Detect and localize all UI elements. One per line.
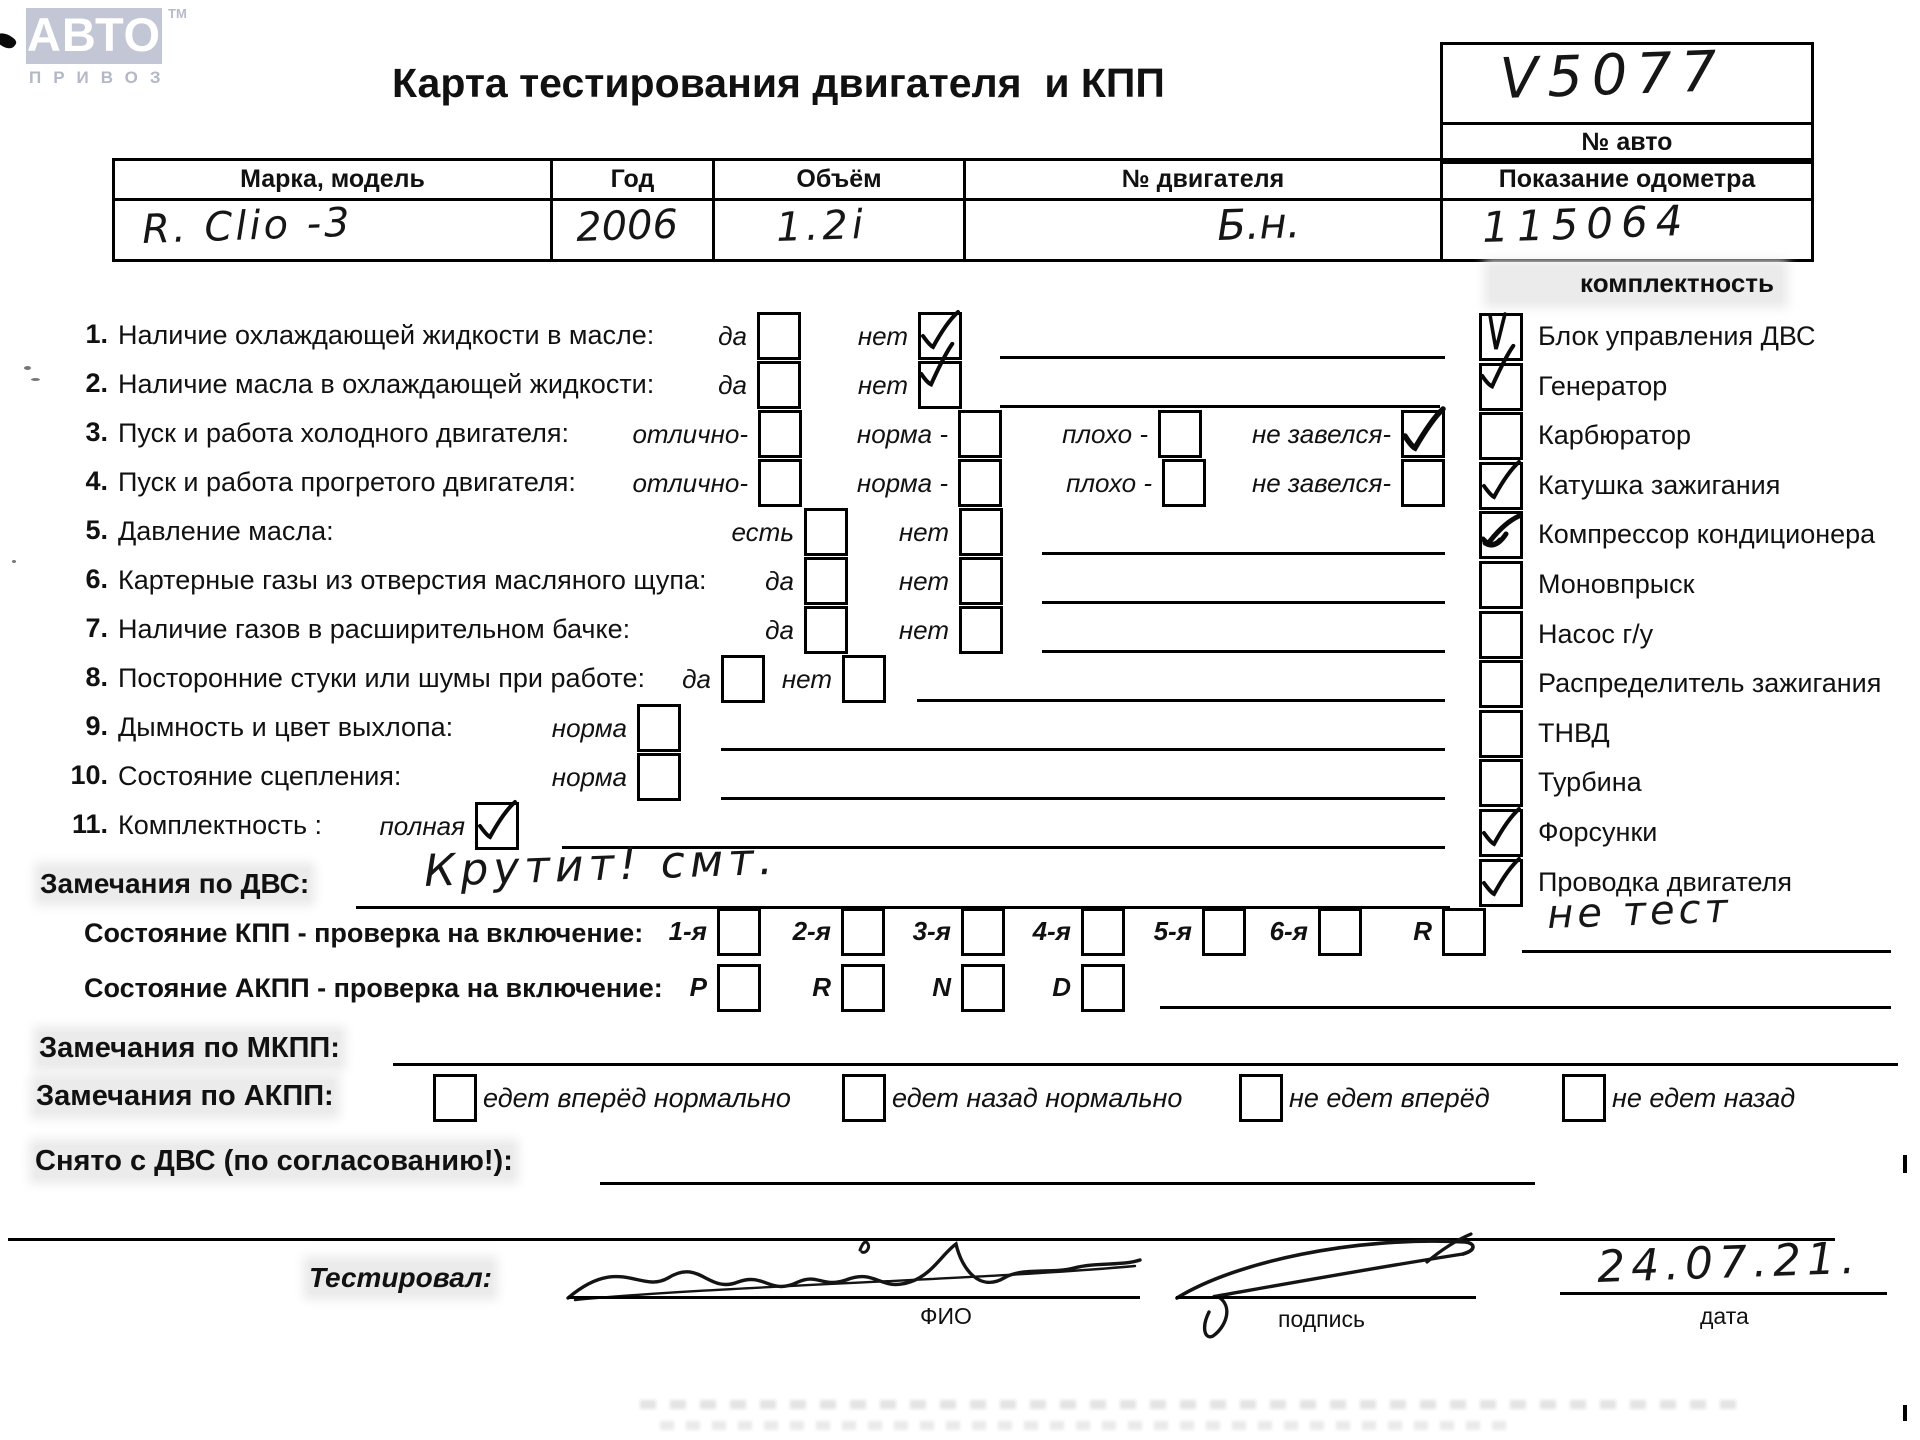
option-checkbox — [804, 557, 848, 605]
completeness-checkbox — [1479, 710, 1523, 758]
col-header-make-model: Марка, модель — [115, 161, 553, 198]
scan-speck — [24, 366, 31, 370]
option-checkbox — [757, 361, 801, 409]
kpp-note-value: не тест — [1546, 885, 1733, 938]
option-label: отлично- — [632, 419, 748, 449]
option-checkbox — [958, 410, 1002, 458]
mkpp-remarks-label: Замечания по МКПП: — [39, 1032, 340, 1064]
option-checkbox — [959, 508, 1003, 556]
check-item-number: 9. — [85, 711, 108, 741]
completeness-header: комплектность — [1580, 268, 1774, 298]
option-label: да — [765, 566, 794, 596]
bleed-through-text — [640, 1400, 1750, 1409]
check-item-number: 3. — [85, 417, 108, 447]
completeness-checkbox — [1479, 412, 1523, 460]
option-label: плохо - — [1066, 468, 1152, 498]
completeness-item-label: Турбина — [1538, 767, 1642, 797]
check-item-number: 8. — [85, 662, 108, 692]
completeness-item-label: Форсунки — [1538, 817, 1658, 847]
removed-dvs-line — [600, 1182, 1535, 1185]
completeness-item-label: Моновпрыск — [1538, 569, 1695, 599]
check-item-label: Состояние сцепления: — [118, 761, 402, 791]
completeness-checkbox — [1479, 363, 1523, 411]
option-checkbox — [637, 704, 681, 752]
fill-in-line — [1042, 601, 1445, 604]
gear-label: N — [932, 972, 951, 1002]
odometer-value: 115064 — [1481, 195, 1692, 252]
completeness-item-label: Насос г/у — [1538, 619, 1654, 649]
gear-checkbox — [841, 964, 885, 1012]
fio-line — [568, 1296, 1140, 1299]
option-label: да — [718, 321, 747, 351]
option-checkbox — [804, 508, 848, 556]
gear-checkbox — [1081, 964, 1125, 1012]
gear-label: R — [1413, 916, 1432, 946]
akpp-remarks-label: Замечания по АКПП: — [36, 1080, 334, 1112]
check-item-number: 1. — [85, 319, 108, 349]
check-item-label: Наличие масла в охлаждающей жидкости: — [118, 369, 655, 399]
col-header-engine-number: № двигателя — [966, 161, 1443, 198]
vehicle-table-values — [115, 195, 1811, 259]
option-checkbox — [1162, 459, 1206, 507]
scan-speck — [12, 560, 16, 563]
completeness-checkbox — [1479, 859, 1523, 907]
option-label: нет — [898, 566, 949, 596]
akpp-remark-checkbox — [1562, 1074, 1606, 1122]
option-label: нет — [898, 615, 949, 645]
option-checkbox — [918, 361, 962, 409]
fill-in-line — [1042, 650, 1445, 653]
mkpp-remarks-line — [393, 1063, 1898, 1066]
check-item-label: Наличие охлаждающей жидкости в масле: — [118, 320, 655, 350]
auto-number-value: V5077 — [1498, 39, 1727, 112]
completeness-checkbox — [1479, 313, 1523, 361]
completeness-item-label: Компрессор кондиционера — [1538, 519, 1876, 549]
page-title: Карта тестирования двигателя и КПП — [392, 60, 1165, 106]
completeness-checkbox — [1479, 611, 1523, 659]
option-checkbox — [842, 655, 886, 703]
option-label: норма — [551, 762, 627, 792]
option-label: нет — [857, 321, 908, 351]
scan-speck — [31, 378, 40, 381]
engine-number-value: Б.н. — [1216, 198, 1301, 250]
option-checkbox — [1158, 410, 1202, 458]
gear-label: D — [1052, 972, 1071, 1002]
check-item-label: Пуск и работа прогретого двигателя: — [118, 467, 576, 497]
col-header-odometer: Показание одометра — [1498, 165, 1756, 193]
akpp-remark-label: едет назад нормально — [892, 1083, 1183, 1113]
akpp-remark-label: не едет назад — [1612, 1083, 1796, 1113]
check-item-number: 5. — [85, 515, 108, 545]
gear-label: 4-я — [1032, 916, 1071, 946]
date-value: 24.07.21. — [1596, 1232, 1862, 1293]
kpp-note-line — [1522, 950, 1891, 953]
signature-label: подпись — [1278, 1306, 1365, 1332]
ink-blob — [0, 29, 18, 52]
fill-in-line — [721, 748, 1445, 751]
option-label: норма — [551, 713, 627, 743]
check-item-label: Давление масла: — [118, 516, 334, 546]
option-label: есть — [731, 517, 794, 547]
option-label: нет — [898, 517, 949, 547]
completeness-item-label: Проводка двигателя — [1538, 867, 1792, 897]
gear-checkbox — [1202, 908, 1246, 956]
check-item-label: Комплектность : — [118, 810, 323, 840]
check-item-number: 7. — [85, 613, 108, 643]
auto-number-label: № авто — [1581, 128, 1673, 156]
fill-in-line — [1000, 356, 1445, 359]
akpp-remark-label: едет вперёд нормально — [483, 1083, 791, 1113]
scan-edge-mark — [1903, 1405, 1907, 1421]
completeness-item-label: ТНВД — [1538, 718, 1610, 748]
completeness-item-label: Генератор — [1538, 371, 1668, 401]
option-label: норма - — [856, 419, 948, 449]
dvs-remarks-line — [356, 906, 1450, 909]
gear-label: 3-я — [912, 916, 951, 946]
fill-in-line — [1042, 552, 1445, 555]
gear-checkbox — [717, 908, 761, 956]
option-label: да — [682, 664, 711, 694]
option-checkbox — [1401, 459, 1445, 507]
check-item-label: Пуск и работа холодного двигателя: — [118, 418, 569, 448]
akpp-remark-checkbox — [1239, 1074, 1283, 1122]
completeness-checkbox — [1479, 809, 1523, 857]
gear-label: 5-я — [1153, 916, 1192, 946]
option-label: норма - — [856, 468, 948, 498]
check-item-number: 4. — [85, 466, 108, 496]
tested-by-label: Тестировал: — [309, 1262, 492, 1293]
check-item-number: 10. — [70, 760, 108, 790]
avtoprivoz-logo — [26, 6, 187, 88]
col-header-year: Год — [553, 161, 715, 198]
gear-checkbox — [1081, 908, 1125, 956]
option-label: не завелся- — [1251, 468, 1391, 498]
option-checkbox — [758, 410, 802, 458]
option-checkbox — [958, 459, 1002, 507]
option-checkbox — [959, 606, 1003, 654]
gear-checkbox — [717, 964, 761, 1012]
fill-in-line — [1000, 405, 1440, 408]
option-label: да — [718, 370, 747, 400]
option-label: нет — [857, 370, 908, 400]
option-label: не завелся- — [1251, 419, 1391, 449]
gear-label: P — [689, 972, 707, 1002]
gear-label: 1-я — [668, 916, 707, 946]
gear-label: 6-я — [1269, 916, 1308, 946]
fio-label: ФИО — [920, 1303, 972, 1329]
fill-in-line — [721, 797, 1445, 800]
option-label: полная — [379, 811, 465, 841]
dvs-remarks-value: Крутит! смт. — [423, 833, 779, 897]
option-label: нет — [781, 664, 832, 694]
completeness-checkbox — [1479, 511, 1523, 559]
option-checkbox — [918, 312, 962, 360]
gear-label: R — [812, 972, 831, 1002]
check-item-label: Наличие газов в расширительном бачке: — [118, 614, 631, 644]
gear-checkbox — [1442, 908, 1486, 956]
option-checkbox — [721, 655, 765, 703]
dvs-remarks-label: Замечания по ДВС: — [40, 868, 310, 899]
completeness-item-label: Карбюратор — [1538, 420, 1692, 450]
gear-checkbox — [841, 908, 885, 956]
removed-dvs-label: Снято с ДВС (по согласованию!): — [35, 1145, 513, 1177]
option-checkbox — [757, 312, 801, 360]
check-item-label: Дымность и цвет выхлопа: — [118, 712, 454, 742]
make-model-value: R. Clio -3 — [141, 199, 354, 253]
completeness-item-label: Катушка зажигания — [1538, 470, 1781, 500]
completeness-header-bg — [1490, 266, 1782, 302]
completeness-checkbox — [1479, 660, 1523, 708]
akpp-remark-checkbox — [433, 1074, 477, 1122]
option-checkbox — [637, 753, 681, 801]
volume-value: 1.2i — [775, 201, 868, 251]
akpp-remark-checkbox — [842, 1074, 886, 1122]
option-label: плохо - — [1062, 419, 1148, 449]
date-line — [1560, 1292, 1887, 1295]
option-label: да — [765, 615, 794, 645]
date-label: дата — [1700, 1303, 1749, 1329]
gear-checkbox — [961, 908, 1005, 956]
option-checkbox — [959, 557, 1003, 605]
option-checkbox — [1401, 410, 1445, 458]
completeness-checkbox — [1479, 759, 1523, 807]
option-checkbox — [804, 606, 848, 654]
vehicle-table — [112, 158, 1814, 262]
col-header-volume: Объём — [715, 161, 966, 198]
option-label: отлично- — [632, 468, 748, 498]
completeness-checkbox — [1479, 561, 1523, 609]
check-item-label: Картерные газы из отверстия масляного щупа: — [118, 565, 707, 595]
logo-brand: АВТО — [26, 8, 162, 64]
logo-subtitle: ПРИВОЗ — [29, 68, 173, 87]
kpp-state-label: Состояние КПП - проверка на включение: — [84, 918, 644, 948]
tester-name-signature — [560, 1236, 1150, 1316]
bleed-through-text — [660, 1421, 1510, 1430]
fill-in-line — [917, 699, 1445, 702]
scan-edge-mark — [1903, 1155, 1907, 1173]
akpp-remark-label: не едет вперёд — [1289, 1083, 1490, 1113]
completeness-item-label: Блок управления ДВС — [1538, 321, 1816, 351]
akpp-state-label: Состояние АКПП - проверка на включение: — [84, 973, 663, 1003]
check-item-number: 11. — [71, 809, 108, 839]
signature-line — [1176, 1296, 1476, 1299]
vehicle-table-header — [115, 161, 1811, 201]
check-item-label: Посторонние стуки или шумы при работе: — [118, 663, 645, 693]
gear-checkbox — [961, 964, 1005, 1012]
check-item-number: 2. — [85, 368, 108, 398]
gear-label: 2-я — [792, 916, 831, 946]
completeness-checkbox — [1479, 462, 1523, 510]
completeness-item-label: Распределитель зажигания — [1538, 668, 1882, 698]
gear-checkbox — [1318, 908, 1362, 956]
trademark-mark: TM — [168, 6, 187, 21]
check-item-number: 6. — [85, 564, 108, 594]
option-checkbox — [758, 459, 802, 507]
auto-number-box — [1440, 39, 1814, 164]
akpp-state-line — [1160, 1006, 1891, 1009]
year-value: 2006 — [575, 201, 679, 251]
